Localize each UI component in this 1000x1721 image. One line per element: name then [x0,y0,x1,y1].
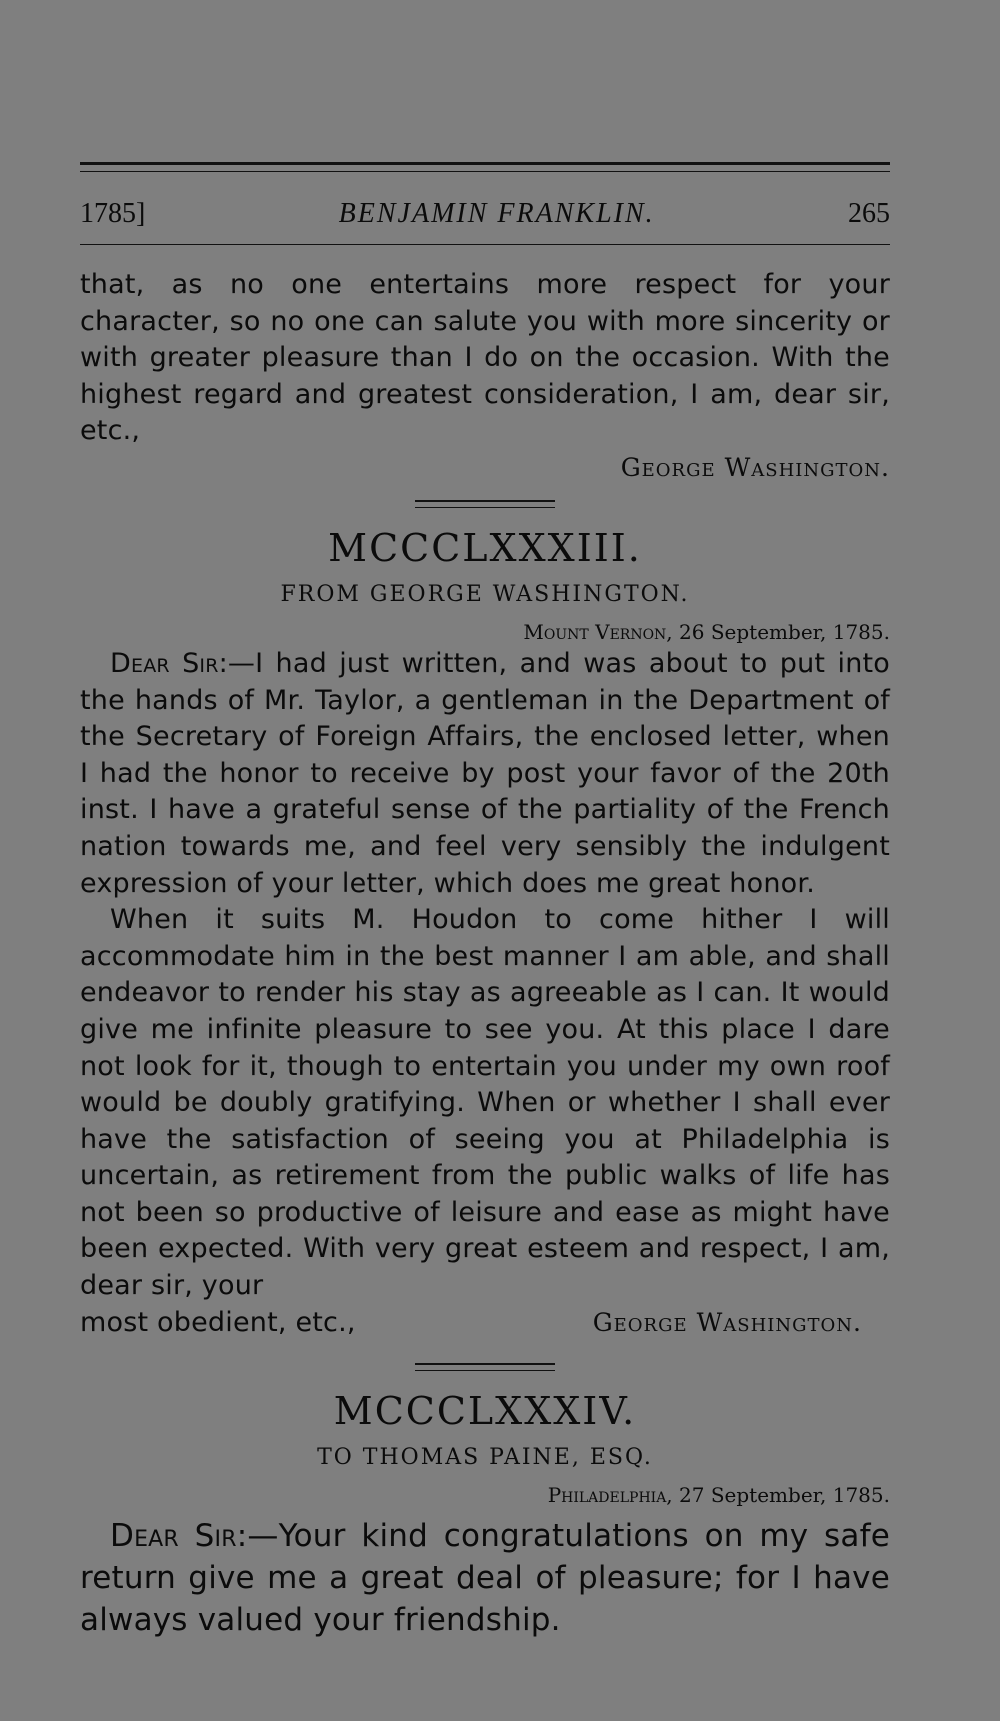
dateline-date: 26 September, 1785. [679,619,890,644]
paragraph-text: :—I had just written, and was about to put into the hands of Mr. Taylor, a gentleman in the Department of the Secretary of Foreign Affairs, the enclosed letter, when I had the honor to receive by post your favor of the 20th inst. I have a grateful sense of the partiality of the French nation towards me, and feel very sensibly the indulgent expression of your letter, which does me great honor. [80,647,891,899]
salutation-2: Dear Sir [110,1518,237,1555]
running-head [80,198,890,230]
section-divider-2 [415,1363,555,1371]
book-page [80,162,890,1641]
paragraph-text-2: :—Your kind congratulations on my safe return give me a great deal of pleasure; for I have always valued your friendship. [80,1518,890,1639]
dateline-date-2: 27 September, 1785. [679,1483,890,1508]
continuation-paragraph: that, as no one entertains more respect for your character, so no one can salute you with more sincerity or with greater pleasure than I do on the occasion. With the highest regard and greatest consideration, I am, dear sir, etc., [80,269,890,447]
letter-number: MCCCLXXXIII. [328,525,642,570]
dateline-place: Mount Vernon, [523,619,673,644]
letter-2-paragraph [80,1515,890,1641]
dateline [80,618,890,646]
letter-paragraph-2: When it suits M. Houdon to come hither I will accommodate him in the best manner I am able, and shall endeavor to render his stay as agreeable as I can. It would give me infinite pleasure to see you. At this place I dare not look for it, though to entertain you under my own roof would be doubly gratifying. When or whether I shall ever have the satisfaction of seeing you at Philadelphia is uncertain, as retirement from the public walks of life has not been so productive of leisure and ease as might have been expected. With very great esteem and respect, I am, dear sir, your [80,904,890,1302]
header-rule [80,244,890,245]
page-number: 265 [848,198,890,229]
letter-2-body [80,1515,890,1641]
letter-paragraph [80,646,890,902]
running-head-year: 1785] [80,198,146,229]
letter-heading: FROM GEORGE WASHINGTON. [280,581,690,607]
running-head-title: BENJAMIN FRANKLIN. [338,198,655,229]
continuation-signature: George Washington. [620,452,890,482]
letter-number-2: MCCCLXXXIV. [333,1389,637,1434]
section-divider [415,500,555,508]
dateline-place-2: Philadelphia, [547,1483,673,1508]
dateline-2 [80,1481,890,1509]
letter-signature: George Washington. [592,1307,862,1337]
top-double-rule [80,162,890,172]
letter-heading-2: TO THOMAS PAINE, ESQ. [317,1445,653,1471]
closing-text: most obedient, etc., [80,1306,356,1338]
salutation: Dear Sir [110,647,219,679]
closing-line [80,1305,890,1342]
